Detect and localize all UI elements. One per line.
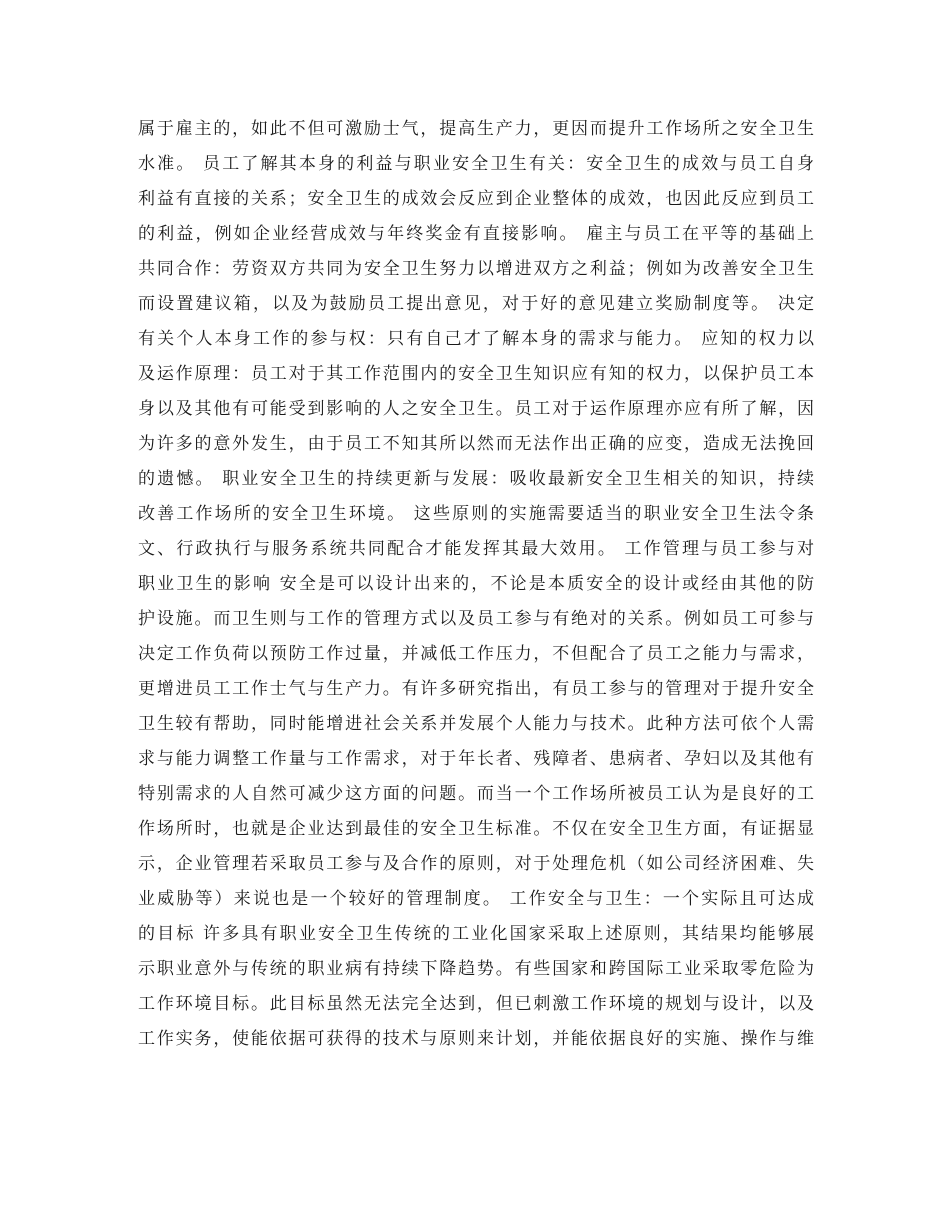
text-line: 决定工作负荷以预防工作过量，并减低工作压力，不但配合了员工之能力与需求， [138,644,814,664]
text-line: 水准。 员工了解其本身的利益与职业安全卫生有关：安全卫生的成效与员工自身 [138,154,814,174]
text-line: 为许多的意外发生，由于员工不知其所以然而无法作出正确的应变，造成无法挽回 [138,434,814,454]
text-line: 卫生较有帮助，同时能增进社会关系并发展个人能力与技术。此种方法可依个人需 [138,714,814,734]
text-line: 的利益，例如企业经营成效与年终奖金有直接影响。 雇主与员工在平等的基础上 [138,224,814,244]
text-line: 属于雇主的，如此不但可激励士气，提高生产力，更因而提升工作场所之安全卫生 [138,119,814,139]
text-line: 职业卫生的影响 安全是可以设计出来的，不论是本质安全的设计或经由其他的防 [138,574,814,594]
text-line: 更增进员工工作士气与生产力。有许多研究指出，有员工参与的管理对于提升安全 [138,679,814,699]
text-line: 示，企业管理若采取员工参与及合作的原则，对于处理危机（如公司经济困难、失 [138,854,814,874]
text-line: 工作环境目标。此目标虽然无法完全达到，但已刺激工作环境的规划与设计，以及 [138,994,814,1014]
body-text [138,112,814,1057]
text-line: 业威胁等）来说也是一个较好的管理制度。 工作安全与卫生：一个实际且可达成 [138,889,814,909]
text-line: 求与能力调整工作量与工作需求，对于年长者、残障者、患病者、孕妇以及其他有 [138,749,814,769]
text-line: 的目标 许多具有职业安全卫生传统的工业化国家采取上述原则，其结果均能够展 [138,924,814,944]
text-line: 有关个人本身工作的参与权：只有自己才了解本身的需求与能力。 应知的权力以 [138,329,814,349]
text-line: 示职业意外与传统的职业病有持续下降趋势。有些国家和跨国际工业采取零危险为 [138,959,814,979]
text-line: 而设置建议箱，以及为鼓励员工提出意见，对于好的意见建立奖励制度等。 决定 [138,294,814,314]
text-line: 护设施。而卫生则与工作的管理方式以及员工参与有绝对的关系。例如员工可参与 [138,609,814,629]
text-line: 共同合作：劳资双方共同为安全卫生努力以增进双方之利益；例如为改善安全卫生 [138,259,814,279]
text-line: 特别需求的人自然可减少这方面的问题。而当一个工作场所被员工认为是良好的工 [138,784,814,804]
text-line: 改善工作场所的安全卫生环境。 这些原则的实施需要适当的职业安全卫生法令条 [138,504,814,524]
text-line: 工作实务，使能依据可获得的技术与原则来计划，并能依据良好的实施、操作与维 [138,1029,814,1049]
text-line: 身以及其他有可能受到影响的人之安全卫生。员工对于运作原理亦应有所了解，因 [138,399,814,419]
text-line: 文、行政执行与服务系统共同配合才能发挥其最大效用。 工作管理与员工参与对 [138,539,814,559]
text-line: 的遗憾。 职业安全卫生的持续更新与发展：吸收最新安全卫生相关的知识，持续 [138,469,814,489]
text-line: 作场所时，也就是企业达到最佳的安全卫生标准。不仅在安全卫生方面，有证据显 [138,819,814,839]
text-line: 及运作原理：员工对于其工作范围内的安全卫生知识应有知的权力，以保护员工本 [138,364,814,384]
text-line: 利益有直接的关系；安全卫生的成效会反应到企业整体的成效，也因此反应到员工 [138,189,814,209]
